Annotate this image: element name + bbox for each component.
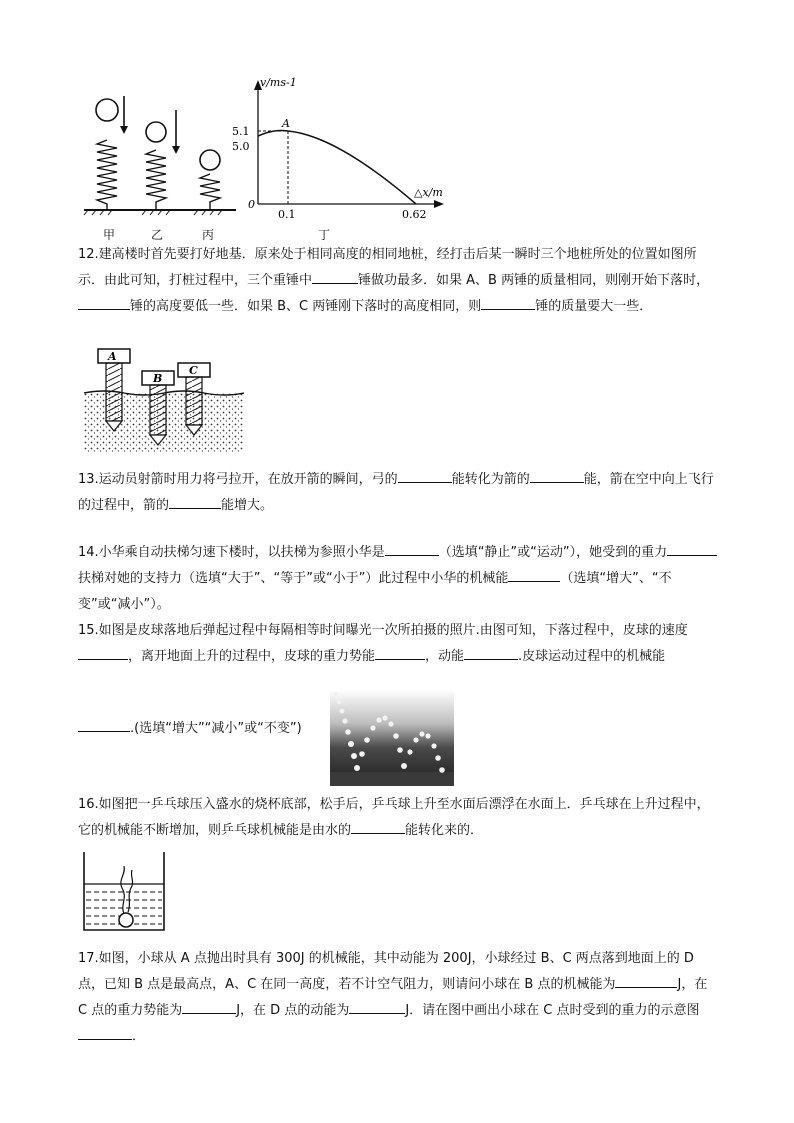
q16-text-1: 16.如图把一乒乓球压入盛水的烧杯底部，松手后，乒乓球上升至水面后漂浮在水面上．乒乓球在上升过程中，它的机械能不断增加，则乒乓球机械能是由水的 bbox=[78, 797, 710, 838]
q12-text-2: 锤做功最多．如果 A、B 两锤的质量相同，则刚开始下落时， bbox=[358, 273, 710, 288]
q17-text-3: J，在 D 点的动能为 bbox=[236, 1003, 350, 1018]
q12-blank-3[interactable] bbox=[481, 295, 535, 310]
q15-text-3: ，动能 bbox=[425, 649, 465, 664]
question-15-tail bbox=[78, 716, 338, 742]
q15-text-4: .皮球运动过程中的机械能 bbox=[518, 649, 666, 664]
q17-text-4: J．请在图中画出小球在 C 点时受到的重力的示意图 bbox=[405, 1003, 700, 1018]
q13-text-4: 能增大。 bbox=[221, 498, 274, 513]
q15-blank-3[interactable] bbox=[464, 645, 518, 660]
q17-blank-2[interactable] bbox=[182, 999, 236, 1014]
q15-text-1: 15.如图是皮球落地后弹起过程中每隔相等时间曝光一次所拍摄的照片.由图可知，下落过程中，皮球的速度 bbox=[78, 623, 688, 638]
q14-text-3: 扶梯对她的支持力（选填“大于”、“等于”或“小于”）此过程中小华的机械能 bbox=[78, 571, 509, 586]
y-tick-5-1: 5.1 bbox=[232, 125, 250, 138]
label-ding: 丁 bbox=[318, 228, 331, 242]
x-tick-0-1: 0.1 bbox=[278, 208, 296, 221]
y-tick-5-0: 5.0 bbox=[232, 140, 250, 153]
bouncing-ball-photo bbox=[330, 690, 454, 786]
question-17 bbox=[78, 946, 718, 1050]
beaker-figure bbox=[80, 850, 170, 935]
q12-text-3: 锤的高度要低一些．如果 B、C 两锤刚下落时的高度相同，则 bbox=[130, 299, 482, 314]
q13-blank-2[interactable] bbox=[530, 468, 584, 483]
origin-label: 0 bbox=[248, 198, 255, 211]
q14-blank-2[interactable] bbox=[667, 541, 717, 556]
question-14 bbox=[78, 540, 718, 618]
x-tick-0-62: 0.62 bbox=[402, 208, 427, 221]
q14-blank-3[interactable] bbox=[508, 567, 560, 582]
q16-blank-1[interactable] bbox=[351, 819, 405, 834]
pile-c-label: C bbox=[189, 364, 198, 377]
pile-a-label: A bbox=[108, 350, 117, 363]
question-12 bbox=[78, 242, 718, 320]
q17-text-2: J，在 C 点的重力势能为 bbox=[78, 977, 708, 1018]
pile-b-label: B bbox=[153, 372, 163, 385]
q17-blank-3[interactable] bbox=[349, 999, 405, 1014]
q14-text-1: 14.小华乘自动扶梯匀速下楼时，以扶梯为参照小华是 bbox=[78, 545, 385, 560]
q17-text-5: ． bbox=[132, 1029, 146, 1044]
springs-figure bbox=[80, 90, 250, 220]
q13-blank-1[interactable] bbox=[398, 468, 452, 483]
pile-figure bbox=[84, 345, 244, 455]
q15-blank-2[interactable] bbox=[375, 645, 425, 660]
q14-text-2: （选填“静止”或“运动”），她受到的重力 bbox=[438, 545, 668, 560]
question-15 bbox=[78, 618, 718, 670]
x-axis-label: △x/m bbox=[414, 186, 443, 199]
q12-text-1: 12.建高楼时首先要打好地基．原来处于相同高度的相同地桩，经打击后某一瞬时三个地桩所处的位置如图所示．由此可知，打桩过程中，三个重锤中 bbox=[78, 247, 697, 288]
q12-blank-2[interactable] bbox=[78, 295, 130, 310]
point-a-label: A bbox=[282, 117, 290, 130]
q13-text-1: 13.运动员射箭时用力将弓拉开，在放开箭的瞬间，弓的 bbox=[78, 472, 398, 487]
q12-blank-1[interactable] bbox=[312, 269, 358, 284]
question-16 bbox=[78, 792, 718, 844]
y-axis-label: v/ms-1 bbox=[260, 76, 297, 89]
label-bing: 丙 bbox=[202, 228, 215, 242]
q13-text-2: 能转化为箭的 bbox=[451, 472, 530, 487]
q15-text-5: .(选填“增大”“减小”或“不变”) bbox=[130, 721, 302, 736]
q17-text-1: 17.如图，小球从 A 点抛出时具有 300J 的机械能，其中动能为 200J，小球经过 B、C 两点落到地面上的 D 点，已知 B 点是最高点，A、C 在同一高度，若不计空气阻力，则请问小球在 B 点的机械能为 bbox=[78, 951, 694, 992]
label-jia: 甲 bbox=[103, 228, 116, 242]
q15-blank-4[interactable] bbox=[78, 717, 130, 732]
q17-blank-4[interactable] bbox=[78, 1025, 132, 1040]
q17-blank-1[interactable] bbox=[615, 973, 677, 988]
q14-blank-1[interactable] bbox=[385, 541, 439, 556]
q12-text-4: 锤的质量要大一些． bbox=[535, 299, 653, 314]
velocity-chart bbox=[228, 72, 458, 222]
q16-text-2: 能转化来的． bbox=[405, 823, 484, 838]
q14-text-4: （选填“增大”、“不变”或“减小”）。 bbox=[78, 571, 672, 612]
q13-blank-3[interactable] bbox=[169, 494, 221, 509]
q15-text-2: ，离开地面上升的过程中，皮球的重力势能 bbox=[128, 649, 376, 664]
velocity-curve bbox=[258, 131, 416, 204]
q13-text-3: 能，箭在空中向上飞行的过程中，箭的 bbox=[78, 472, 714, 513]
q15-blank-1[interactable] bbox=[78, 645, 128, 660]
label-yi: 乙 bbox=[151, 228, 164, 242]
question-13 bbox=[78, 467, 718, 519]
